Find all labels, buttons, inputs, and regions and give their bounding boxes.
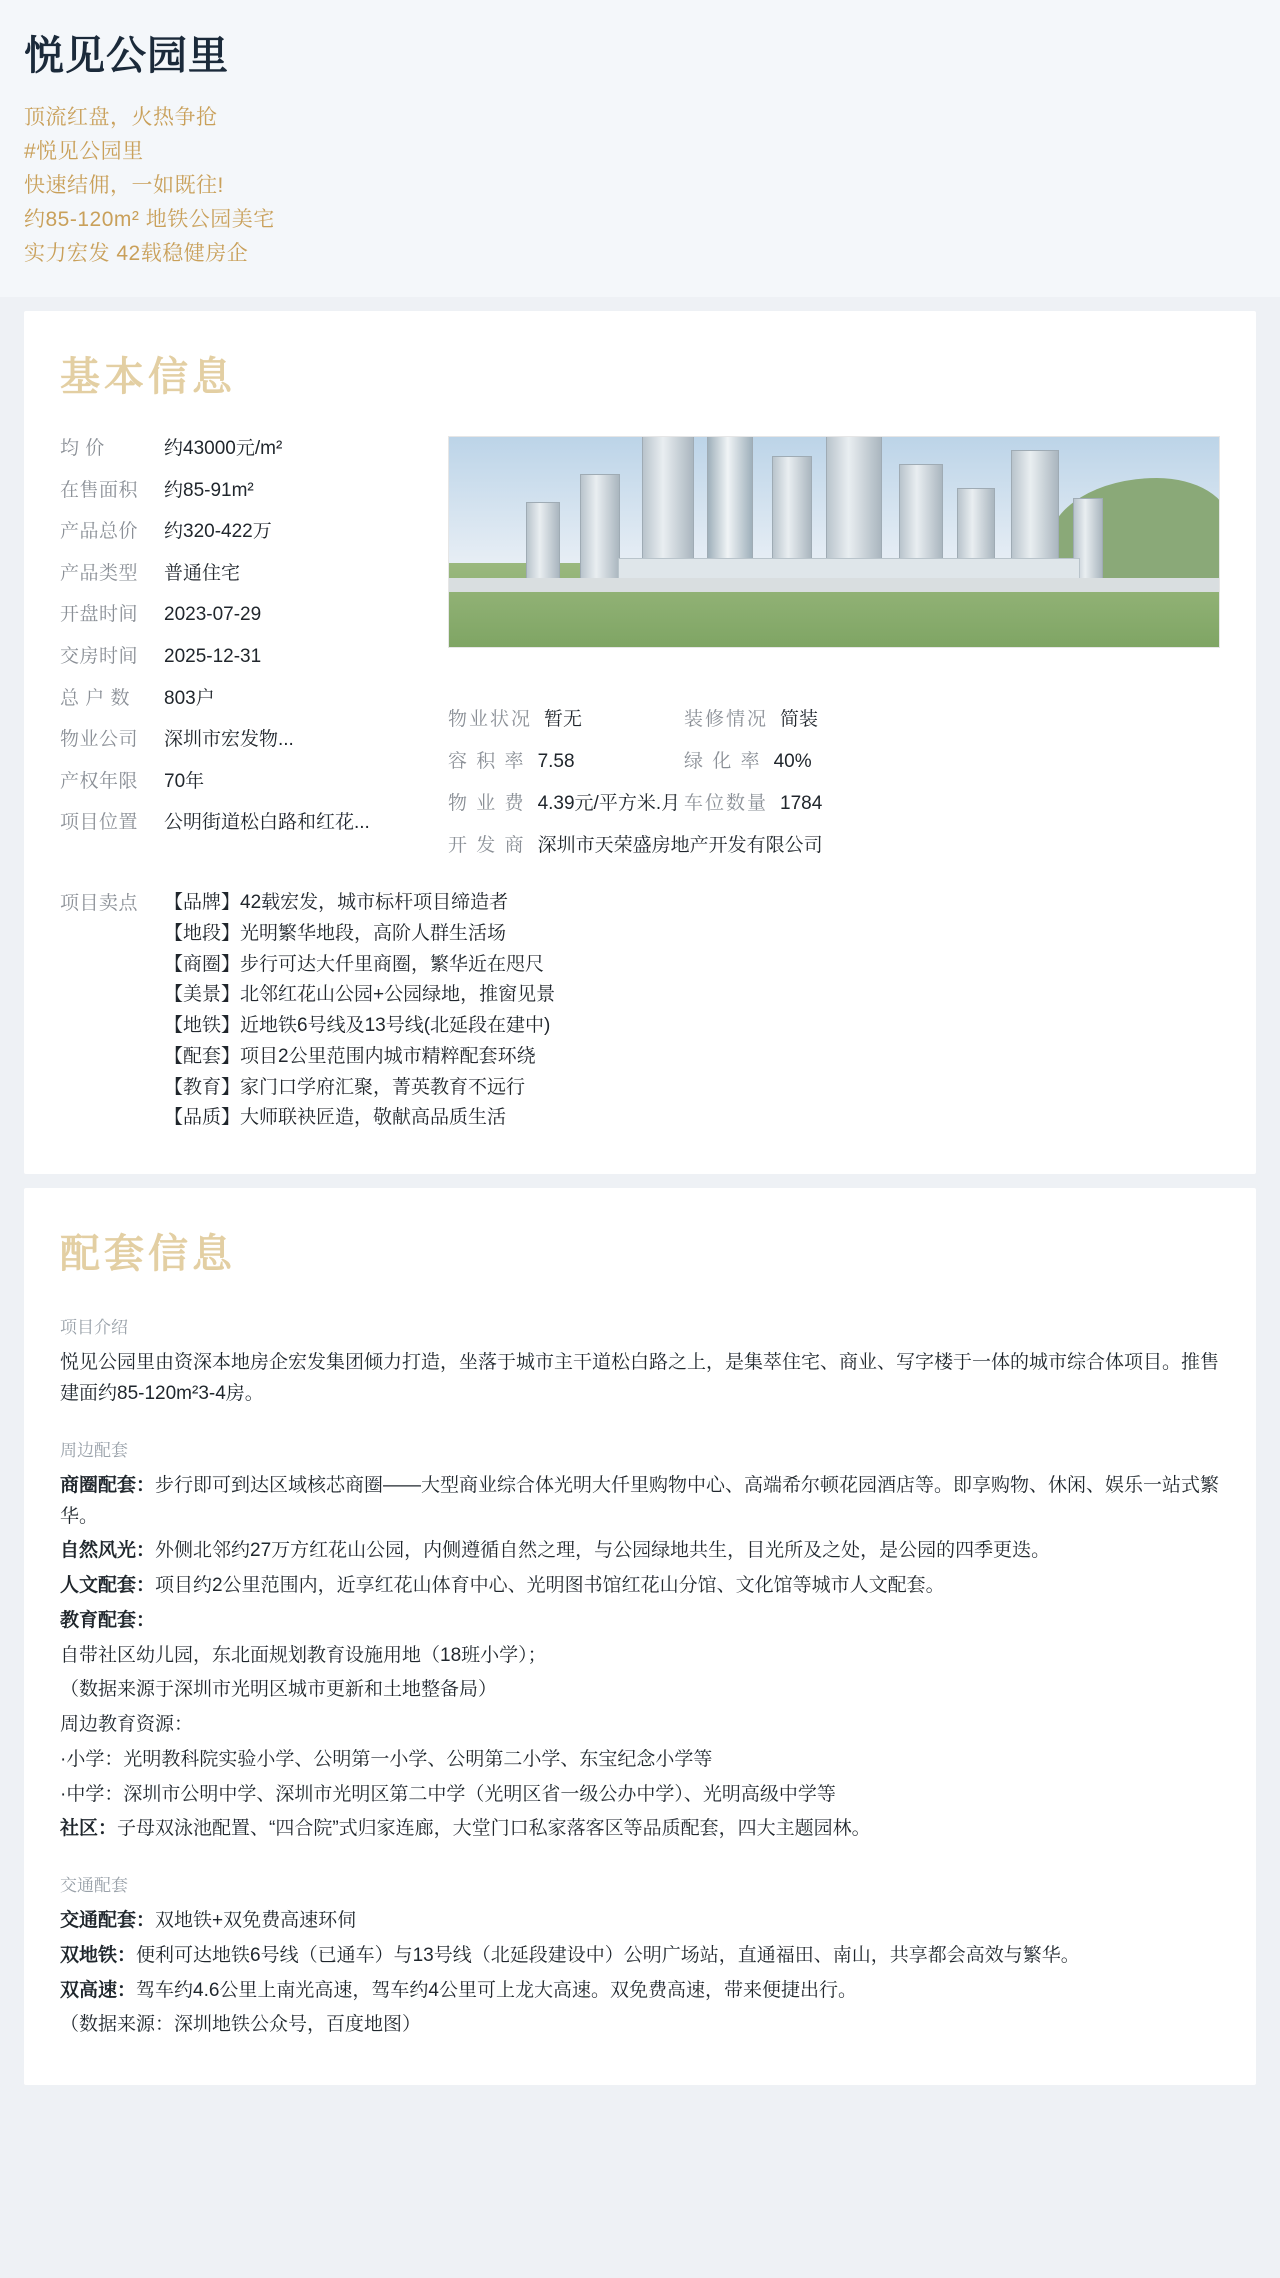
field-key: 交房时间 <box>60 646 139 668</box>
around-item <box>60 1471 1220 1533</box>
selling-points-block <box>60 888 1220 1134</box>
field-key: 产品类型 <box>60 562 139 584</box>
field-key: 容 积 率 <box>448 751 526 773</box>
facilities-title: 配套信息 <box>60 1232 236 1277</box>
traffic-item <box>60 1941 1220 1972</box>
field-value: 约85-91m² <box>164 479 254 501</box>
hero-line-1: 顶流红盘，火热争抢 <box>24 106 218 129</box>
around-item <box>60 1745 1220 1776</box>
traffic-list <box>60 1906 1220 2041</box>
image-road <box>449 578 1219 592</box>
field-value: 7.58 <box>537 751 575 773</box>
field-key: 物业状况 <box>448 709 533 731</box>
item-text: 双地铁+双免费高速环伺 <box>155 1910 357 1932</box>
image-tower <box>526 502 560 584</box>
field-row <box>60 436 430 463</box>
field-key: 产品总价 <box>60 521 139 543</box>
field-value: 约320-422万 <box>164 521 272 543</box>
hero-banner <box>0 0 1280 297</box>
traffic-item <box>60 1976 1220 2007</box>
field-value: 普通住宅 <box>164 562 241 584</box>
around-item <box>60 1536 1220 1567</box>
field-row <box>60 602 430 629</box>
image-tower <box>580 474 620 584</box>
field-value: 803户 <box>164 687 215 709</box>
field-row <box>60 519 430 546</box>
hero-line-5: 实力宏发 42载稳健房企 <box>24 242 249 266</box>
list-item: 【地段】光明繁华地段，高阶人群生活场 <box>164 922 507 944</box>
around-item <box>60 1780 1220 1811</box>
field-key: 车位数量 <box>684 793 769 815</box>
traffic-item <box>60 1906 1220 1937</box>
field-row <box>60 686 430 713</box>
list-item: 【品质】大师联袂匠造，敬献高品质生活 <box>164 1107 507 1129</box>
around-item <box>60 1641 1220 1672</box>
basic-info-card <box>24 311 1256 1174</box>
basic-info-title: 基本信息 <box>60 355 236 400</box>
item-text: ·小学：光明教科院实验小学、公明第一小学、公明第二小学、东宝纪念小学等 <box>60 1748 713 1770</box>
field-value: 公明街道松白路和红花... <box>164 812 370 834</box>
basic-info-left-column <box>60 436 430 852</box>
item-lead: 自然风光： <box>60 1540 156 1562</box>
item-lead: 商圈配套： <box>60 1474 156 1496</box>
item-text: 便利可达地铁6号线（已通车）与13号线（北延段建设中）公明广场站，直通福田、南山，共享都会高效与繁华。 <box>136 1944 1080 1966</box>
field-key: 绿 化 率 <box>684 751 762 773</box>
item-text: 子母双泳池配置、“四合院”式归家连廊，大堂门口私家落客区等品质配套，四大主题园林。 <box>117 1818 871 1840</box>
field-key: 在售面积 <box>60 479 139 501</box>
hero-line-4: 约85-120m² 地铁公园美宅 <box>24 208 275 232</box>
field-key: 物业公司 <box>60 729 139 751</box>
item-text: 自带社区幼儿园，东北面规划教育设施用地（18班小学）； <box>60 1644 547 1666</box>
field-value: 70年 <box>164 770 205 792</box>
field-value: 深圳市宏发物... <box>164 729 294 751</box>
field-key: 均 价 <box>60 438 105 460</box>
traffic-label: 交通配套 <box>60 1876 128 1896</box>
around-label: 周边配套 <box>60 1440 128 1460</box>
around-item <box>60 1606 1220 1637</box>
intro-label: 项目介绍 <box>60 1318 128 1338</box>
field-row <box>60 810 430 837</box>
selling-points-label: 项目卖点 <box>60 893 139 915</box>
list-item: 【美景】北邻红花山公园+公园绿地，推窗见景 <box>164 984 556 1006</box>
around-item <box>60 1675 1220 1706</box>
page-title: 悦见公园里 <box>24 34 229 78</box>
field-row <box>448 746 1220 773</box>
item-text: （数据来源：深圳地铁公众号，百度地图） <box>60 2014 422 2036</box>
field-row <box>60 769 430 796</box>
field-row <box>448 704 1220 731</box>
field-row <box>448 830 1220 857</box>
field-value: 深圳市天荣盛房地产开发有限公司 <box>537 835 823 857</box>
item-lead: 教育配套： <box>60 1609 156 1631</box>
item-text: 项目约2公里范围内，近享红花山体育中心、光明图书馆红花山分馆、文化馆等城市人文配套。 <box>155 1575 945 1597</box>
field-value: 2025-12-31 <box>164 646 262 668</box>
around-item <box>60 1571 1220 1602</box>
list-item: 【商圈】步行可达大仟里商圈，繁华近在咫尺 <box>164 953 545 975</box>
field-key: 开盘时间 <box>60 604 139 626</box>
list-item: 【地铁】近地铁6号线及13号线(北延段在建中) <box>164 1015 551 1037</box>
field-row <box>60 478 430 505</box>
selling-points-list <box>164 888 555 1134</box>
facilities-card <box>24 1188 1256 2085</box>
item-lead: 双高速： <box>60 1979 137 2001</box>
around-item <box>60 1814 1220 1845</box>
item-text: 步行即可到达区域核芯商圈——大型商业综合体光明大仟里购物中心、高端希尔顿花园酒店等。即享购物、休闲、娱乐一站式繁华。 <box>60 1474 1220 1527</box>
field-row <box>60 644 430 671</box>
item-lead: 人文配套： <box>60 1575 156 1597</box>
field-row <box>448 788 1220 815</box>
item-text: （数据来源于深圳市光明区城市更新和土地整备局） <box>60 1679 498 1701</box>
field-value: 1784 <box>780 793 823 815</box>
field-key: 产权年限 <box>60 770 139 792</box>
field-key: 开 发 商 <box>448 835 526 857</box>
item-text: 周边教育资源： <box>60 1714 194 1736</box>
around-list <box>60 1471 1220 1845</box>
around-item <box>60 1710 1220 1741</box>
traffic-item <box>60 2010 1220 2041</box>
field-key: 项目位置 <box>60 812 139 834</box>
field-key: 物 业 费 <box>448 793 526 815</box>
field-value: 约43000元/m² <box>164 438 283 460</box>
basic-info-right-column <box>430 436 1220 872</box>
list-item: 【教育】家门口学府汇聚，菁英教育不远行 <box>164 1076 526 1098</box>
field-key: 总 户 数 <box>60 687 131 709</box>
item-text: ·中学：深圳市公明中学、深圳市光明区第二中学（光明区省一级公办中学）、光明高级中学等 <box>60 1783 836 1805</box>
item-text: 驾车约4.6公里上南光高速，驾车约4公里可上龙大高速。双免费高速，带来便捷出行。 <box>136 1979 857 2001</box>
list-item: 【品牌】42载宏发，城市标杆项目缔造者 <box>164 892 509 914</box>
field-row <box>60 727 430 754</box>
item-lead: 社区： <box>60 1818 118 1840</box>
field-row <box>60 561 430 588</box>
field-value: 暂无 <box>544 709 583 731</box>
intro-text: 悦见公园里由资深本地房企宏发集团倾力打造，坐落于城市主干道松白路之上，是集萃住宅、商业、写字楼于一体的城市综合体项目。推售建面约85-120m²3-4房。 <box>60 1352 1220 1404</box>
list-item: 【配套】项目2公里范围内城市精粹配套环绕 <box>164 1045 536 1067</box>
field-key: 装修情况 <box>684 709 769 731</box>
field-value: 4.39元/平方米.月 <box>537 793 681 815</box>
item-text: 外侧北邻约27万方红花山公园，内侧遵循自然之理，与公园绿地共生，目光所及之处，是公园的四季更迭。 <box>155 1540 1051 1562</box>
item-lead: 双地铁： <box>60 1944 137 1966</box>
field-value: 2023-07-29 <box>164 604 262 626</box>
item-lead: 交通配套： <box>60 1910 156 1932</box>
hero-line-hashtag: #悦见公园里 <box>24 140 144 164</box>
project-rendering-image <box>448 436 1220 648</box>
field-value: 简装 <box>780 709 819 731</box>
hero-line-3: 快速结佣，一如既往! <box>24 174 224 198</box>
field-value: 40% <box>773 751 812 773</box>
